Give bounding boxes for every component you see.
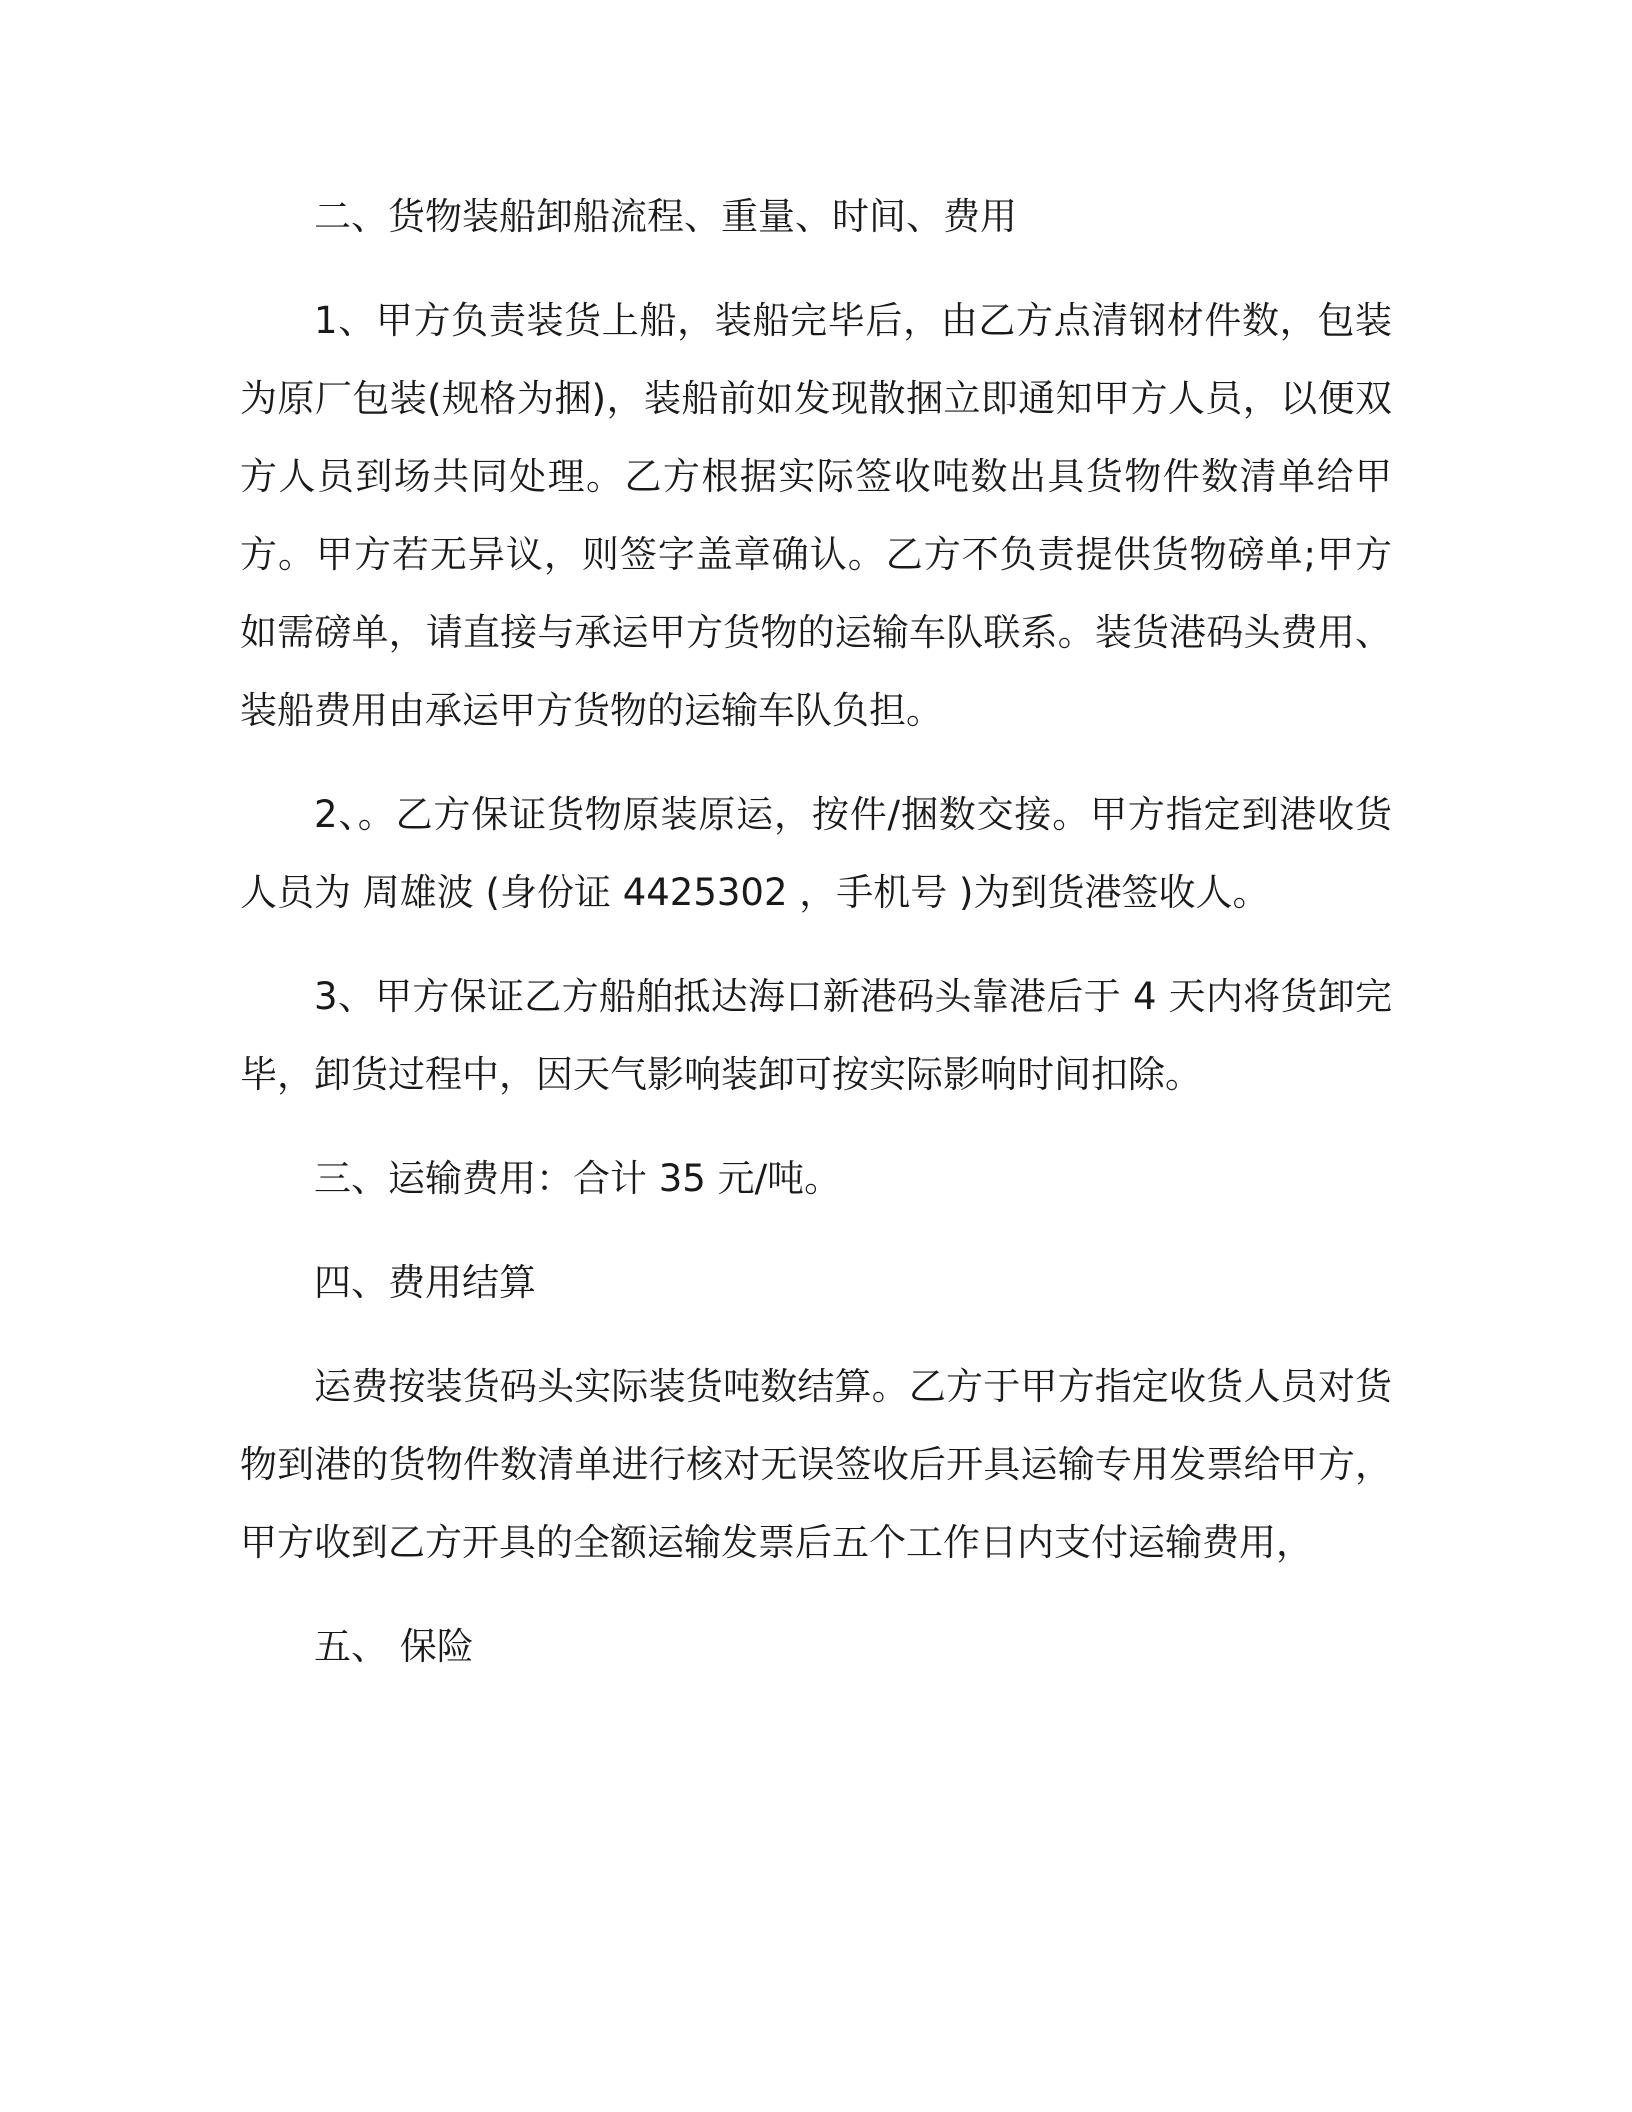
clause-2-receiver: 2、。乙方保证货物原装原运，按件/捆数交接。甲方指定到港收货人员为 周雄波 (身份证 4425302 ，手机号 )为到货港签收人。 <box>240 793 1392 914</box>
section-heading-cargo-process: 二、货物装船卸船流程、重量、时间、费用 <box>314 195 1017 238</box>
section-heading-transport-fee: 三、运输费用：合计 35 元/吨。 <box>314 1157 842 1200</box>
clause-1-loading: 1、甲方负责装货上船，装船完毕后，由乙方点清钢材件数，包装为原厂包装(规格为捆)，装船前如发现散捆立即通知甲方人员，以便双方人员到场共同处理。乙方根据实际签收吨数出具货物件数清单给甲方。甲方若无异议，则签字盖章确认。乙方不负责提供货物磅单;甲方如需磅单，请直接与承运甲方货物的运输车队联系。装货港码头费用、装船费用由承运甲方货物的运输车队负担。 <box>240 299 1392 732</box>
section-heading-insurance: 五、 保险 <box>314 1625 474 1668</box>
clause-3-unloading: 3、甲方保证乙方船舶抵达海口新港码头靠港后于 4 天内将货卸完毕，卸货过程中，因天气影响装卸可按实际影响时间扣除。 <box>240 975 1392 1096</box>
document-body <box>240 178 1392 1712</box>
settlement-paragraph: 运费按装货码头实际装货吨数结算。乙方于甲方指定收货人员对货物到港的货物件数清单进行核对无误签收后开具运输专用发票给甲方，甲方收到乙方开具的全额运输发票后五个工作日内支付运输费用， <box>240 1365 1392 1564</box>
section-heading-settlement: 四、费用结算 <box>314 1261 536 1304</box>
